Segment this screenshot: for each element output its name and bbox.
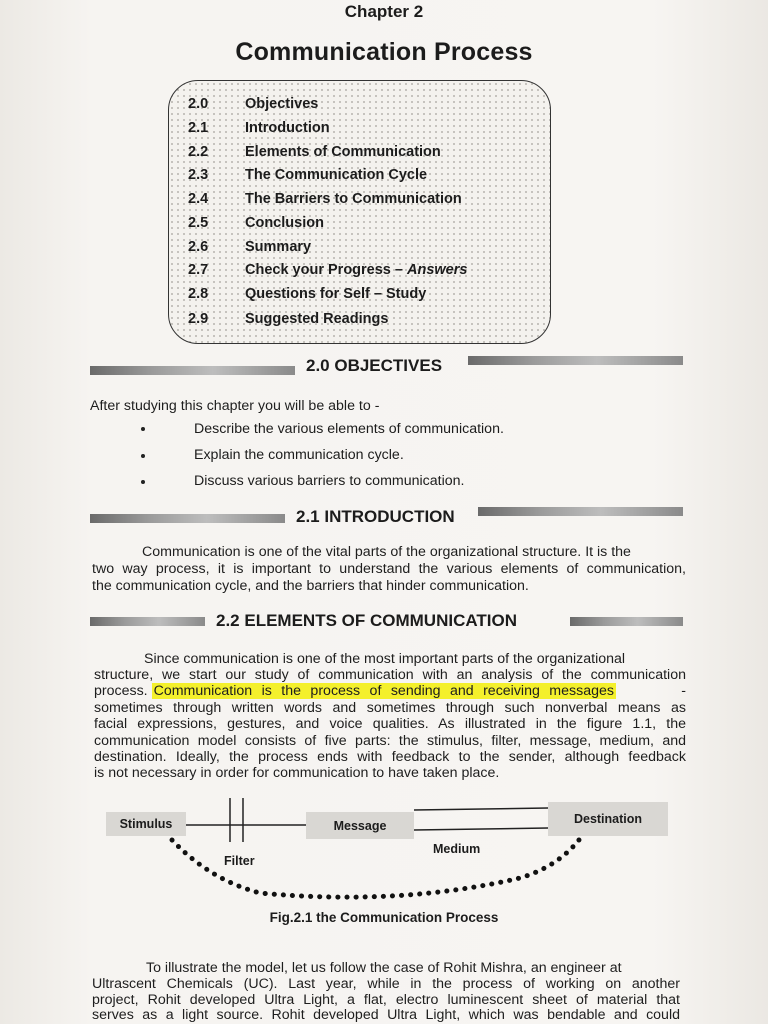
toc-title: The Barriers to Communication: [245, 191, 462, 207]
paragraph-line: facial expressions, gestures, and voice qualities. As illustrated in the figure 1.1, the: [94, 716, 686, 732]
paragraph-line: serves as a light source. Rohit developed Ultra Light, which was bendable and could: [92, 1007, 680, 1023]
stimulus-box: [106, 812, 186, 836]
paragraph-line: communication model consists of five parts: the stimulus, filter, message, medium, and: [94, 733, 686, 749]
section-heading-elements: 2.2 ELEMENTS OF COMMUNICATION: [216, 611, 517, 630]
medium-line: [414, 808, 548, 810]
paragraph-line: To illustrate the model, let us follow the case of Rohit Mishra, an engineer at: [146, 960, 622, 976]
paragraph-line: Ultrascent Chemicals (UC). Last year, while in the process of working on another: [92, 976, 680, 992]
paragraph-line: two way process, it is important to understand the various elements of communication,: [92, 561, 686, 577]
objective-item: Explain the communication cycle.: [194, 447, 404, 463]
page-title: Communication Process: [235, 38, 533, 66]
section-heading-objectives: 2.0 OBJECTIVES: [306, 356, 443, 375]
stimulus-label: Stimulus: [119, 817, 173, 831]
toc-number: 2.3: [188, 167, 209, 183]
toc-title: Questions for Self – Study: [245, 286, 427, 302]
toc-title: Conclusion: [245, 215, 324, 231]
highlighted-definition: Communication is the process of sending and receiving messages: [153, 683, 614, 699]
toc-number: 2.6: [188, 239, 209, 255]
paragraph-text: process.: [94, 683, 148, 699]
objective-item: Describe the various elements of communication.: [194, 421, 504, 437]
toc-title: Introduction: [245, 120, 330, 136]
toc-title-text: Check your Progress –: [245, 262, 407, 278]
toc-number: 2.2: [188, 144, 209, 160]
destination-label: Destination: [573, 812, 643, 826]
paragraph-line: structure, we start our study of communication with an analysis of the communication: [94, 667, 686, 683]
objectives-intro: After studying this chapter you will be able to -: [90, 398, 380, 414]
toc-number: 2.7: [188, 262, 209, 278]
paragraph-line: project, Rohit developed Ultra Light, a flat, electro luminescent sheet of material that: [92, 992, 680, 1008]
section-heading-introduction: 2.1 INTRODUCTION: [296, 507, 455, 526]
filter-label: Filter: [224, 854, 255, 868]
destination-box: [548, 802, 668, 836]
paragraph-line: Communication is one of the vital parts of the organizational structure. It is the: [142, 544, 631, 560]
toc-number: 2.5: [188, 215, 209, 231]
paragraph-line: sometimes through written words and sometimes through such nonverbal means as: [94, 700, 686, 716]
toc-title: Objectives: [245, 96, 319, 112]
figure-caption: Fig.2.1 the Communication Process: [269, 910, 499, 925]
toc-number: 2.4: [188, 191, 209, 207]
medium-label: Medium: [433, 842, 481, 856]
message-label: Message: [333, 818, 387, 833]
toc-title: Elements of Communication: [245, 144, 441, 160]
paragraph-line: is not necessary in order for communication to have taken place.: [94, 765, 500, 781]
toc-title: Suggested Readings: [245, 311, 389, 327]
message-box: [306, 812, 414, 839]
toc-title-emphasis: Answers: [407, 262, 468, 278]
toc-number: 2.1: [188, 120, 209, 136]
paragraph-line: the communication cycle, and the barriers that hinder communication.: [92, 578, 529, 594]
toc-title: The Communication Cycle: [245, 167, 428, 183]
paragraph-dash: -: [681, 683, 686, 699]
toc-number: 2.9: [188, 311, 209, 327]
objective-item: Discuss various barriers to communication.: [194, 473, 465, 489]
chapter-label: Chapter 2: [344, 2, 424, 21]
toc-number: 2.8: [188, 286, 209, 302]
toc-number: 2.0: [188, 96, 209, 112]
paragraph-line: Since communication is one of the most important parts of the organizational: [144, 651, 626, 667]
paragraph-line: destination. Ideally, the process ends with feedback to the sender, although feedback: [94, 749, 686, 765]
toc-title: Summary: [245, 239, 312, 255]
medium-line: [414, 828, 548, 830]
